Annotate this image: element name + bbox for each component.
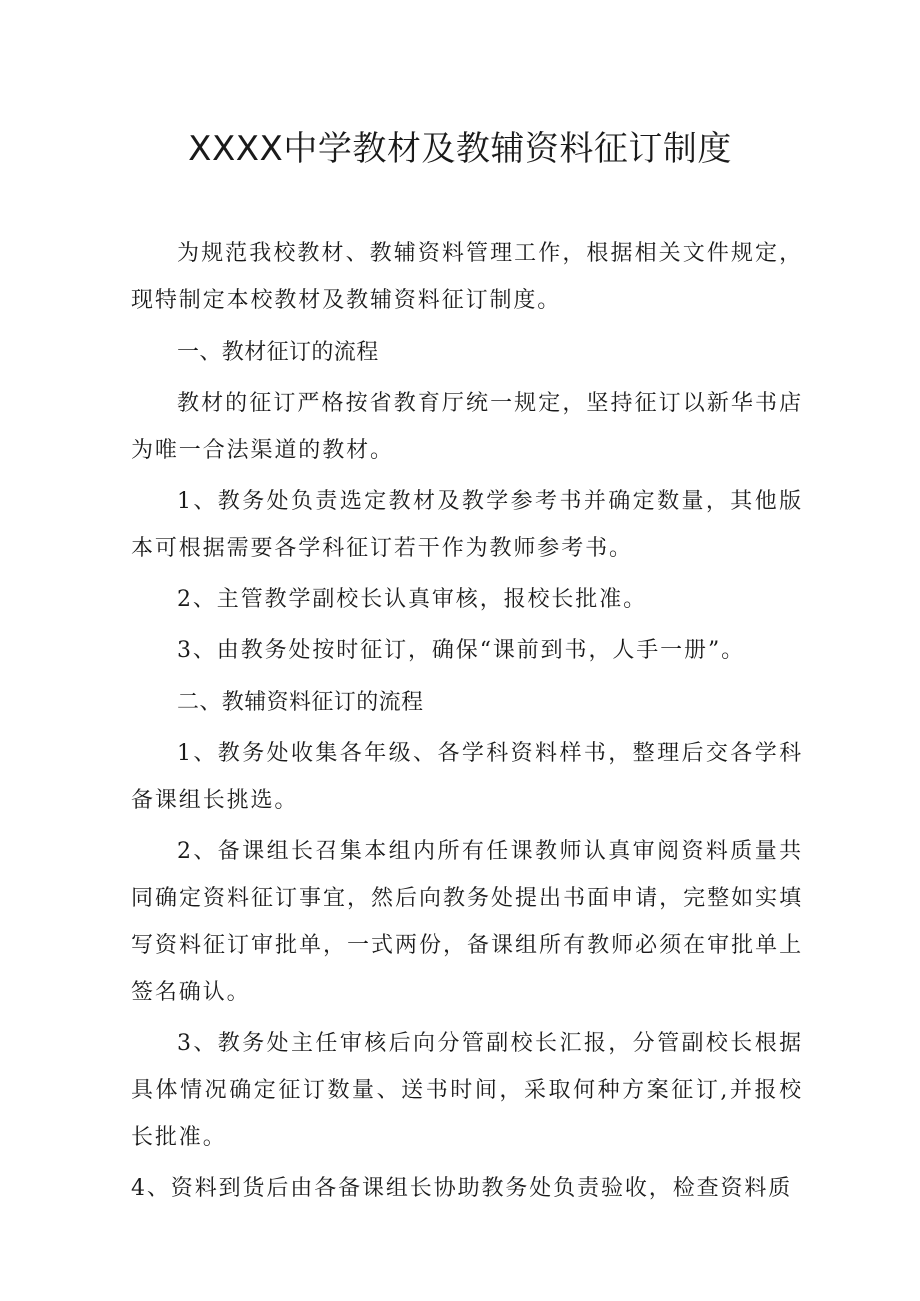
document-title: XXXX中学教材及教辅资料征订制度 (188, 129, 732, 169)
textbook-step-2: 2、主管教学副校长认真审核，报校长批准。 (177, 587, 647, 612)
section-heading-supplementary: 二、教辅资料征订的流程 (177, 690, 424, 715)
supplementary-step-1: 1、教务处收集各年级、各学科资料样书，整理后交各学科备课组长挑选。 (131, 741, 803, 813)
supplementary-step-2: 2、备课组长召集本组内所有任课教师认真审阅资料质量共同确定资料征订事宜，然后向教务处提出书面申请，完整如实填写资料征订审批单，一式两份，备课组所有教师必须在审批单上签名确认。 (131, 839, 803, 1005)
supplementary-step-4: 4、资料到货后由各备课组长协助教务处负责验收，检查资料质 (131, 1176, 793, 1201)
intro-paragraph: 为规范我校教材、教辅资料管理工作，根据相关文件规定，现特制定本校教材及教辅资料征订制度。 (131, 241, 803, 313)
textbook-rule-paragraph: 教材的征订严格按省教育厅统一规定，坚持征订以新华书店为唯一合法渠道的教材。 (131, 391, 803, 463)
textbook-step-1: 1、教务处负责选定教材及教学参考书并确定数量，其他版本可根据需要各学科征订若干作为教师参考书。 (131, 489, 803, 561)
document-body (131, 230, 803, 1212)
supplementary-step-3: 3、教务处主任审核后向分管副校长汇报，分管副校长根据具体情况确定征订数量、送书时间，采取何种方案征订,并报校长批准。 (131, 1031, 803, 1150)
section-heading-textbook: 一、教材征订的流程 (177, 340, 379, 365)
textbook-step-3: 3、由教务处按时征订，确保“课前到书，人手一册”。 (177, 638, 745, 663)
